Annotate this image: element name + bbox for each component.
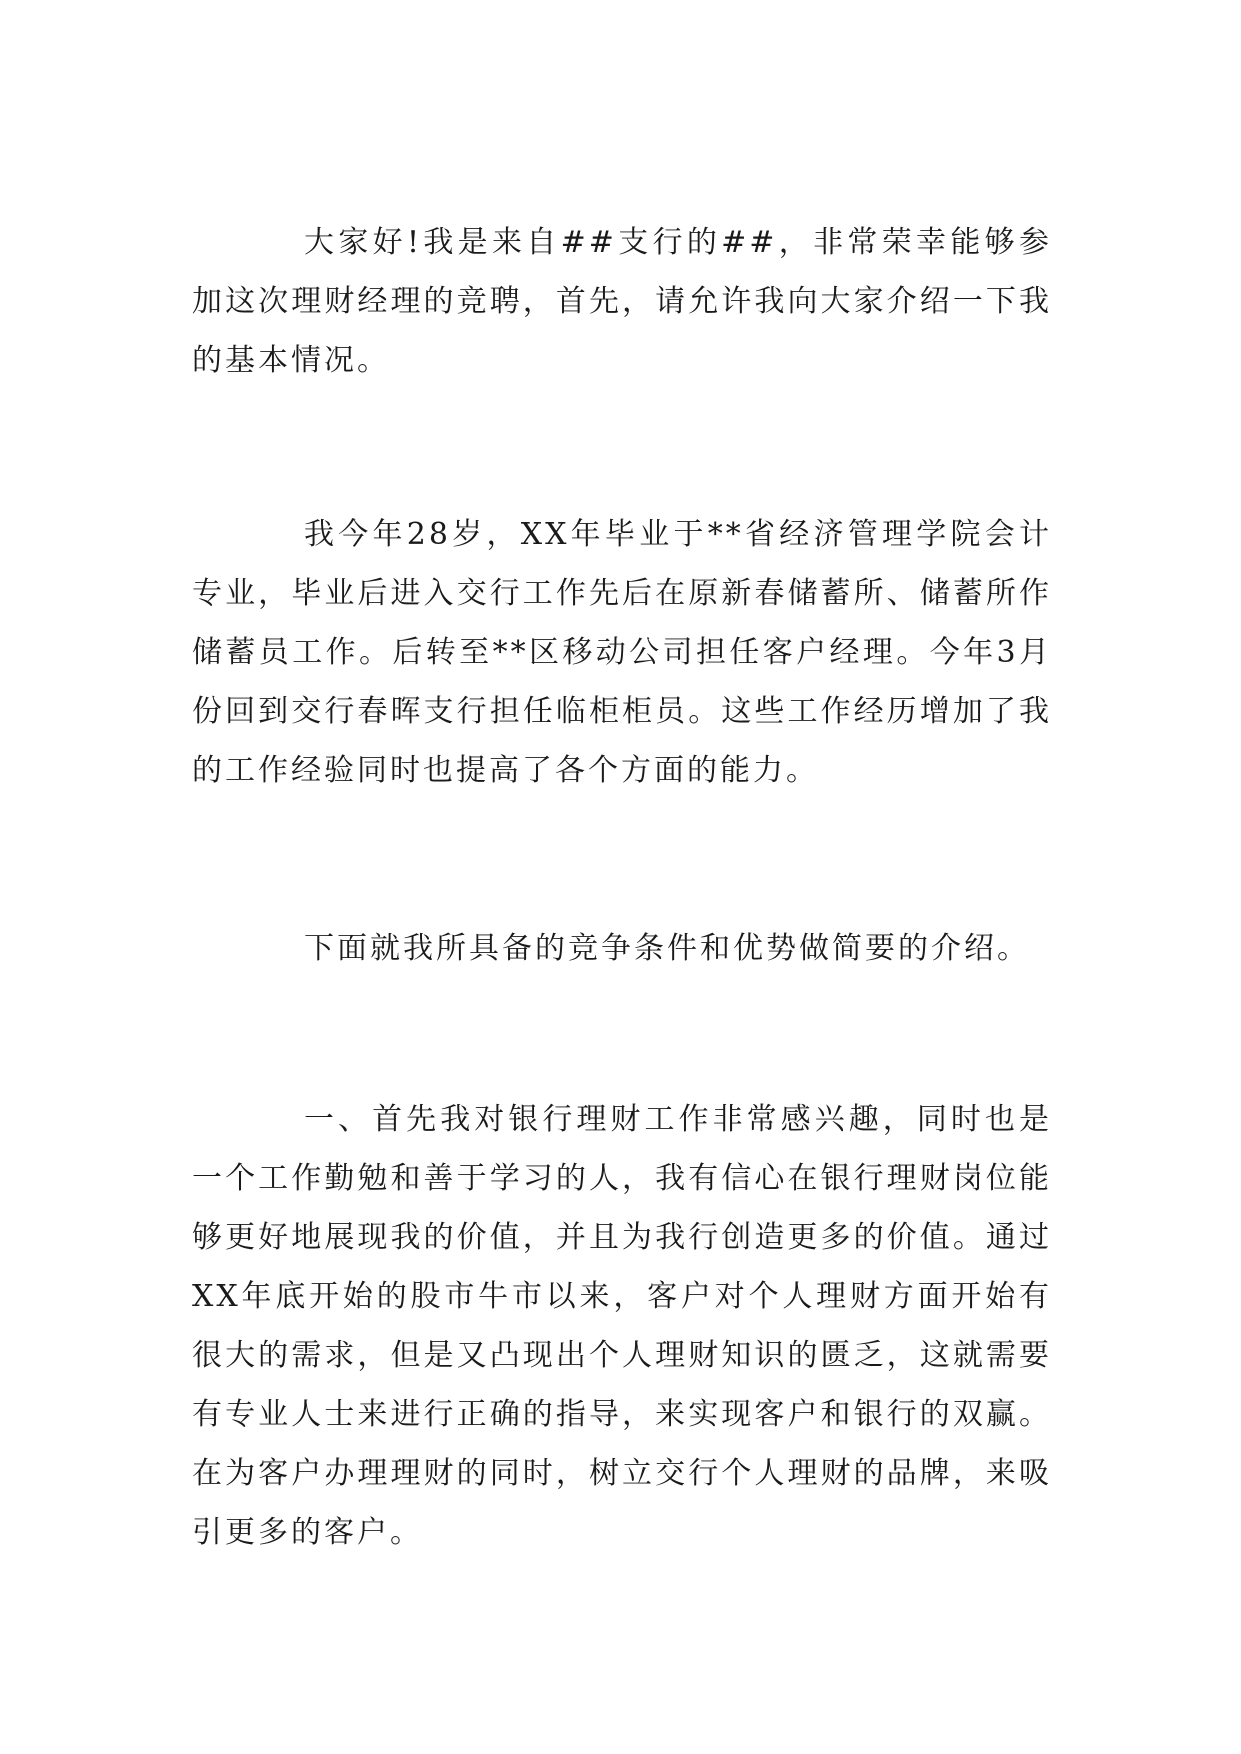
paragraph-background: 我今年28岁，XX年毕业于**省经济管理学院会计专业，毕业后进入交行工作先后在原新春储蓄所、储蓄所作储蓄员工作。后转至**区移动公司担任客户经理。今年3月份回到交行春晖支行担任临柜柜员。这些工作经历增加了我的工作经验同时也提高了各个方面的能力。 <box>192 517 1052 788</box>
paragraph-point-one: 一、首先我对银行理财工作非常感兴趣，同时也是一个工作勤勉和善于学习的人，我有信心在银行理财岗位能够更好地展现我的价值，并且为我行创造更多的价值。通过XX年底开始的股市牛市以来，客户对个人理财方面开始有很大的需求，但是又凸现出个人理财知识的匮乏，这就需要有专业人士来进行正确的指导，来实现客户和银行的双赢。在为客户办理理财的同时，树立交行个人理财的品牌，来吸引更多的客户。 <box>192 1102 1052 1550</box>
paragraph-transition: 下面就我所具备的竞争条件和优势做简要的介绍。 <box>304 931 1030 966</box>
paragraph-introduction: 大家好!我是来自##支行的##，非常荣幸能够参加这次理财经理的竞聘，首先，请允许我向大家介绍一下我的基本情况。 <box>192 225 1052 378</box>
